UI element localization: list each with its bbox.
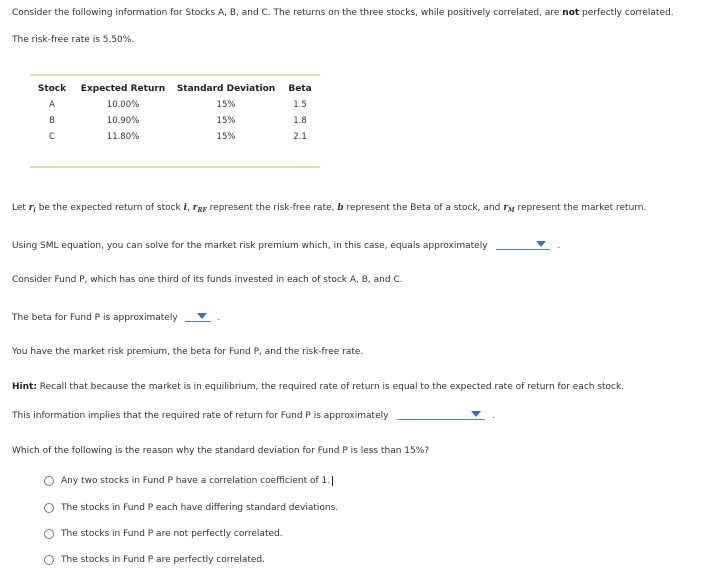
option-perfectly-correlated[interactable]: [44, 555, 265, 565]
radio-button[interactable]: [44, 476, 54, 486]
reason-question: Which of the following is the reason why the standard deviation for Fund P is less than 15%?: [12, 446, 430, 456]
required-return-dropdown[interactable]: [397, 409, 485, 420]
stock-table: [30, 74, 320, 168]
intro-part: perfectly correlated.: [579, 8, 674, 18]
table-cell: 10.00%: [106, 100, 140, 110]
required-return-question-text: This information implies that the required rate of return for Fund P is approximately: [12, 411, 389, 421]
var-r-i: [29, 203, 36, 213]
table-cell: 2.1: [293, 132, 307, 142]
var-b: b: [337, 203, 344, 213]
beta-question: [12, 311, 220, 323]
table-cell: 1.5: [293, 100, 307, 110]
header-stock: Stock: [37, 84, 67, 94]
header-standard-deviation: Standard Deviation: [176, 84, 276, 94]
option-label: The stocks in Fund P are not perfectly correlated.: [61, 529, 283, 539]
option-label: The stocks in Fund P are perfectly correlated.: [61, 555, 265, 565]
option-differing-std[interactable]: [44, 503, 338, 513]
table-cell: 15%: [216, 132, 236, 142]
required-return-question: [12, 409, 495, 421]
option-correlation-one[interactable]: [44, 476, 333, 486]
fund-p-text: Consider Fund P, which has one third of its funds invested in each of stock A, B, and C.: [12, 275, 403, 285]
risk-free-text: The risk-free rate is 5.50%.: [12, 35, 135, 45]
beta-question-text: The beta for Fund P is approximately: [12, 313, 178, 323]
hint-body: Recall that because the market is in equilibrium, the required rate of return is equal to the expected rate of return for each stock.: [36, 382, 625, 392]
chevron-down-icon: [536, 241, 546, 247]
table-cell: B: [49, 116, 55, 126]
option-label: Any two stocks in Fund P have a correlation coefficient of 1.: [61, 476, 331, 486]
header-beta: Beta: [288, 84, 312, 94]
punctuation: .: [217, 313, 221, 323]
punctuation: .: [492, 411, 496, 421]
table-row: [30, 98, 320, 114]
table-row: [30, 114, 320, 130]
sml-question-text: Using SML equation, you can solve for the market risk premium which, in this case, equals approximately: [12, 241, 488, 251]
var-r-m: [503, 203, 514, 213]
definitions-part: be the expected return of stock: [35, 203, 184, 213]
hint-text: [12, 382, 624, 392]
option-not-perfectly-correlated[interactable]: [44, 529, 283, 539]
var-subscript: RF: [197, 207, 207, 214]
var-symbol: r: [28, 203, 34, 213]
header-expected-return: Expected Return: [80, 84, 166, 94]
have-info-text: You have the market risk premium, the beta for Fund P, and the risk-free rate.: [12, 347, 364, 357]
text-cursor: [332, 476, 333, 486]
definitions-part: represent the Beta of a stock, and: [343, 203, 504, 213]
definitions-part: Let: [12, 203, 29, 213]
punctuation: .: [557, 241, 561, 251]
table-cell: 15%: [216, 100, 236, 110]
market-risk-premium-dropdown[interactable]: [496, 239, 550, 250]
chevron-down-icon: [197, 313, 207, 319]
var-r-rf: [193, 203, 207, 213]
table-cell: C: [49, 132, 55, 142]
option-label: The stocks in Fund P each have differing standard deviations.: [61, 503, 339, 513]
var-symbol: r: [503, 203, 508, 213]
definitions-part: represent the risk-free rate,: [206, 203, 338, 213]
table-cell: A: [49, 100, 55, 110]
var-subscript: M: [507, 207, 515, 214]
intro-text: [12, 8, 674, 18]
var-i: i: [183, 203, 188, 213]
radio-button[interactable]: [44, 529, 54, 539]
definitions-part: ,: [187, 203, 193, 213]
definitions-text: [12, 203, 646, 214]
table-cell: 11.80%: [106, 132, 140, 142]
table-cell: 10.90%: [106, 116, 140, 126]
var-subscript: i: [33, 207, 36, 214]
fund-beta-dropdown[interactable]: [185, 311, 211, 322]
hint-label: Hint:: [12, 382, 37, 392]
sml-question: [12, 239, 560, 251]
radio-button[interactable]: [44, 555, 54, 565]
intro-part: Consider the following information for Stocks A, B, and C. The returns on the three stocks, while positively correlated, are: [12, 8, 563, 18]
intro-bold: not: [562, 8, 580, 18]
chevron-down-icon: [471, 411, 481, 417]
table-cell: 15%: [216, 116, 236, 126]
table-row: [30, 130, 320, 146]
radio-button[interactable]: [44, 503, 54, 513]
table-cell: 1.8: [293, 116, 307, 126]
var-symbol: r: [192, 203, 198, 213]
definitions-part: represent the market return.: [514, 203, 647, 213]
